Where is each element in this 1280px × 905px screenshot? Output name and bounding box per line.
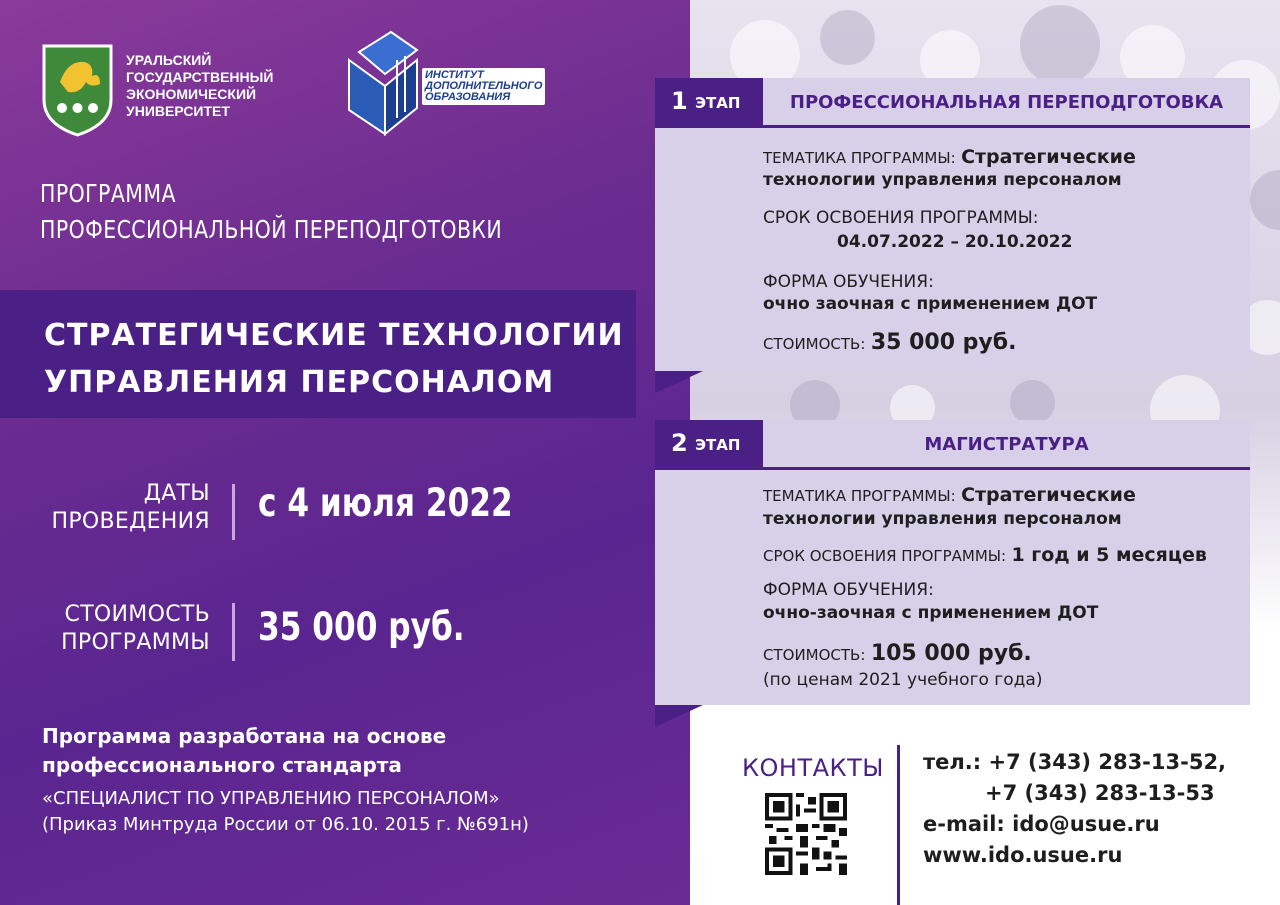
cost-label: СТОИМОСТЬ ПРОГРАММЫ xyxy=(61,602,210,655)
dates-label: ДАТЫ ПРОВЕДЕНИЯ xyxy=(51,481,210,534)
stage1-tail xyxy=(655,371,703,393)
website-link[interactable]: www.ido.usue.ru xyxy=(923,843,1123,867)
contacts-info xyxy=(923,747,1226,871)
program-title-band xyxy=(0,290,636,418)
program-title: СТРАТЕГИЧЕСКИЕ ТЕХНОЛОГИИ УПРАВЛЕНИЯ ПЕРСОНАЛОМ xyxy=(44,318,624,400)
dates-value: с 4 июля 2022 xyxy=(258,481,513,526)
program-basis: Программа разработана на основе профессионального стандарта «СПЕЦИАЛИСТ ПО УПРАВЛЕНИЮ ПЕРСОНАЛОМ» (Приказ Минтруда России от 06.10. 2015 г. №691н) xyxy=(42,724,529,835)
dates-separator xyxy=(232,484,235,540)
qr-code-icon[interactable] xyxy=(765,793,847,875)
stage2-body: ТЕМАТИКА ПРОГРАММЫ: Стратегические технологии управления персоналом СРОК ОСВОЕНИЯ ПРОГРАММЫ: 1 год и 5 месяцев ФОРМА ОБУЧЕНИЯ: очно-заочная с применением ДОТ СТОИМОСТЬ: 105 000 руб. (по ценам 2021 учебного года) xyxy=(655,470,1250,705)
stage1-title: ПРОФЕССИОНАЛЬНАЯ ПЕРЕПОДГОТОВКА xyxy=(789,92,1224,113)
institute-books-logo xyxy=(345,30,425,136)
email-link[interactable]: e-mail: ido@usue.ru xyxy=(923,812,1160,836)
institute-name: ИНСТИТУТ ДОПОЛНИТЕЛЬНОГО ОБРАЗОВАНИЯ xyxy=(422,68,545,105)
stage2-title: МАГИСТРАТУРА xyxy=(924,434,1089,455)
contacts-label: КОНТАКТЫ xyxy=(742,754,884,782)
phone-line-2[interactable]: +7 (343) 283-13-53 xyxy=(985,781,1215,805)
stage2-header xyxy=(655,420,1250,470)
cost-value: 35 000 руб. xyxy=(258,605,465,650)
university-name: УРАЛЬСКИЙ ГОСУДАРСТВЕННЫЙ ЭКОНОМИЧЕСКИЙ УНИВЕРСИТЕТ xyxy=(126,52,274,119)
stage2-panel xyxy=(655,420,1250,705)
stage1-panel xyxy=(655,78,1250,371)
stage2-badge: 2 ЭТАП xyxy=(655,420,763,470)
stage2-tail xyxy=(655,705,703,727)
stage1-body: ТЕМАТИКА ПРОГРАММЫ: Стратегические технологии управления персоналом СРОК ОСВОЕНИЯ ПРОГРАММЫ: 04.07.2022 – 20.10.2022 ФОРМА ОБУЧЕНИЯ: очно заочная с применением ДОТ СТОИМОСТЬ: 35 000 руб. xyxy=(655,128,1250,371)
stage1-header xyxy=(655,78,1250,128)
usue-crest-logo xyxy=(40,42,115,137)
contacts-separator xyxy=(897,745,900,905)
program-type-label: ПРОГРАММА ПРОФЕССИОНАЛЬНОЙ ПЕРЕПОДГОТОВКИ xyxy=(40,179,503,244)
phone-line-1[interactable]: тел.: +7 (343) 283-13-52, xyxy=(923,750,1227,774)
stage1-badge: 1 ЭТАП xyxy=(655,78,763,128)
cost-separator xyxy=(232,603,235,661)
